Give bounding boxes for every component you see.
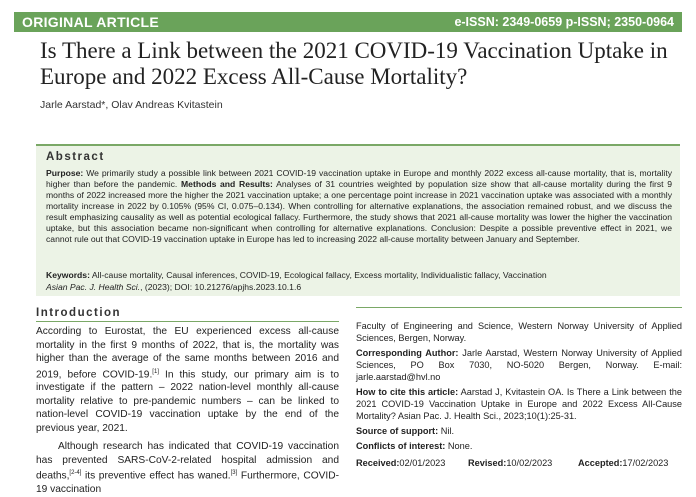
- reference-3[interactable]: [3]: [230, 470, 238, 477]
- intro-paragraph-1: According to Eurostat, the EU experienced excess all-cause mortality in the first 9 months of 2022, that is, the mortality was higher than the average of the same months between 2016 and 2019, before COVID-19.[1] In this study, our primary aim is to investigate if the pattern – 2022 nation-level monthly all-cause mortality relative to pre-pandemic numbers – can be linked to nation-level COVID-19 vaccination uptake by the end of the previous year, 2021.: [36, 326, 339, 434]
- author-list: Jarle Aarstad*, Olav Andreas Kvitastein: [40, 99, 223, 111]
- received-date: Received: 02/01/2023: [356, 458, 446, 468]
- keywords: [46, 270, 672, 281]
- article-title: Is There a Link between the 2021 COVID-19 Vaccination Uptake in Europe and 2022 Excess All-Cause Mortality?: [40, 38, 668, 89]
- affiliation-text: Faculty of Engineering and Science, Western Norway University of Applied Sciences, Bergen, Norway.: [356, 321, 682, 343]
- article-header-bar: [14, 12, 682, 32]
- abstract-heading: Abstract: [46, 151, 105, 163]
- abstract-text: [46, 168, 672, 245]
- keywords-text: All-cause mortality, Causal inferences, COVID-19, Ecological fallacy, Excess mortality, Individualistic fallacy, Vaccination: [89, 270, 547, 280]
- methods-text: Analyses of 31 countries weighted by population size show that all-cause mortality during the first 9 months of 2022 increased more the higher the 2021 vaccination uptake; a one percentage point increase in 2021 vaccination uptake was associated with a monthly mortality increase in 2022 by 0.105% (95% CI, 0.075–0.134). When controlling for alternative explanations, the association remained robust, and we discuss the result emphasizing causality as well as potential ecological fallacy. Furthermore, the study shows that 2021 all-cause mortality was lower the higher the vaccination uptake, but this association became non-significant when controlling for alternative explanations. Conclusion: Despite a possible preventive effect in 2021, we cannot rule out that COVID-19 vaccination uptake in Europe has led to increasing 2022 all-cause mortality between January and September.: [46, 179, 672, 244]
- revised-date: Revised: 10/02/2023: [468, 458, 553, 468]
- conflicts-of-interest: Conflicts of interest: None.: [356, 441, 473, 451]
- corresponding-author: Corresponding Author: Jarle Aarstad, Western Norway University of Applied Sciences, PO Box 7030, NO-5020 Bergen, Norway. E-mail: jarle.aarstad@hvl.no: [356, 348, 682, 382]
- article-info-column: [356, 307, 682, 468]
- issn-label: e-ISSN: 2349-0659 p-ISSN; 2350-0964: [454, 15, 674, 29]
- citation-line: [46, 282, 301, 292]
- accepted-date: Accepted: 17/02/2023: [578, 458, 669, 468]
- reference-2-4[interactable]: [2-4]: [69, 470, 82, 477]
- keywords-label: Keywords:: [46, 270, 90, 280]
- introduction-text: [36, 325, 339, 497]
- reference-1[interactable]: [1]: [152, 368, 159, 375]
- journal-name: Asian Pac. J. Health Sci.: [46, 282, 141, 292]
- article-type-label: ORIGINAL ARTICLE: [22, 14, 160, 30]
- purpose-text: We primarily study a possible link between 2021 COVID-19 vaccination uptake in Europe and monthly 2022 excess all-cause mortality, that is, mortality higher than before the pandemic.: [46, 168, 672, 189]
- purpose-label: Purpose:: [46, 168, 84, 178]
- methods-label: Methods and Results:: [181, 179, 273, 189]
- how-to-cite: How to cite this article: Aarstad J, Kvitastein OA. Is There a Link between the 2021 COVID-19 Vaccination Uptake in Europe and 2022 Excess All-Cause Mortality? Asian Pac. J. Health Sci., 2023;10(1):25-31.: [356, 387, 682, 421]
- doi-text: , (2023); DOI: 10.21276/apjhs.2023.10.1.6: [140, 282, 302, 292]
- intro-paragraph-2: Although research has indicated that COVID-19 vaccination has prevented SARS-CoV-2-related hospital admission and deaths,[2-4] its preventive effect has waned.[3] Furthermore, COVID-19 vaccination: [36, 441, 339, 496]
- introduction-heading: Introduction: [36, 307, 339, 322]
- source-of-support: Source of support: Nil.: [356, 426, 455, 436]
- abstract-box: [36, 144, 680, 296]
